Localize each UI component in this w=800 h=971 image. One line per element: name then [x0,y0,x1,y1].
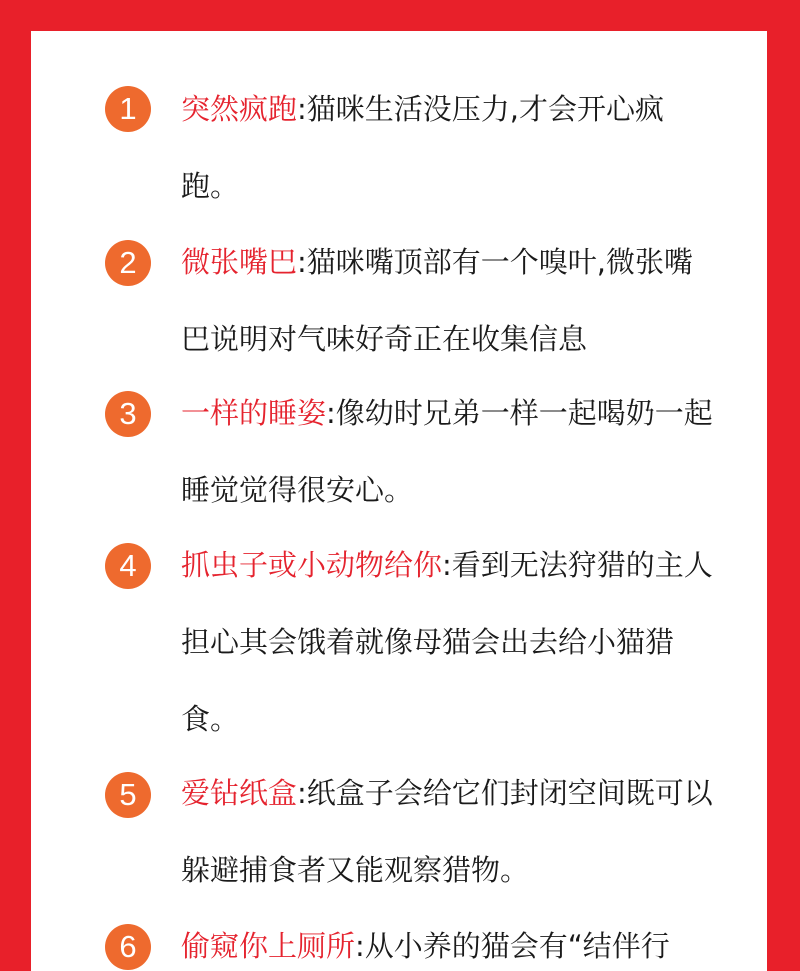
item-text [181,908,721,971]
content-card [31,31,767,971]
item-body: :猫咪生活没压力,才会开心疯跑。 [181,92,665,203]
item-title: 突然疯跑 [181,92,298,126]
item-title: 抓虫子或小动物给你 [181,548,443,582]
number-badge: 4 [105,543,151,589]
item-title: 微张嘴巴 [181,245,298,279]
item-text [181,224,721,378]
item-body: :像幼时兄弟一样一起喝奶一起睡觉觉得很安心。 [181,396,713,507]
item-body: :从小养的猫会有“结伴行 [355,929,670,963]
item-text [181,71,721,225]
item-title: 爱钻纸盒 [181,776,298,810]
item-title: 偷窥你上厕所 [181,929,356,963]
item-body: :猫咪嘴顶部有一个嗅叶,微张嘴巴说明对气味好奇正在收集信息 [181,245,694,356]
item-title: 一样的睡姿 [181,396,327,430]
item-body: :纸盒子会给它们封闭空间既可以躲避捕食者又能观察猎物。 [181,776,713,887]
number-badge: 5 [105,772,151,818]
number-badge: 1 [105,86,151,132]
item-text [181,375,721,529]
item-body: :看到无法狩猎的主人担心其会饿着就像母猫会出去给小猫猎食。 [181,548,713,736]
item-text [181,755,721,909]
number-badge: 3 [105,391,151,437]
number-badge: 6 [105,924,151,970]
number-badge: 2 [105,240,151,286]
item-text [181,527,721,758]
